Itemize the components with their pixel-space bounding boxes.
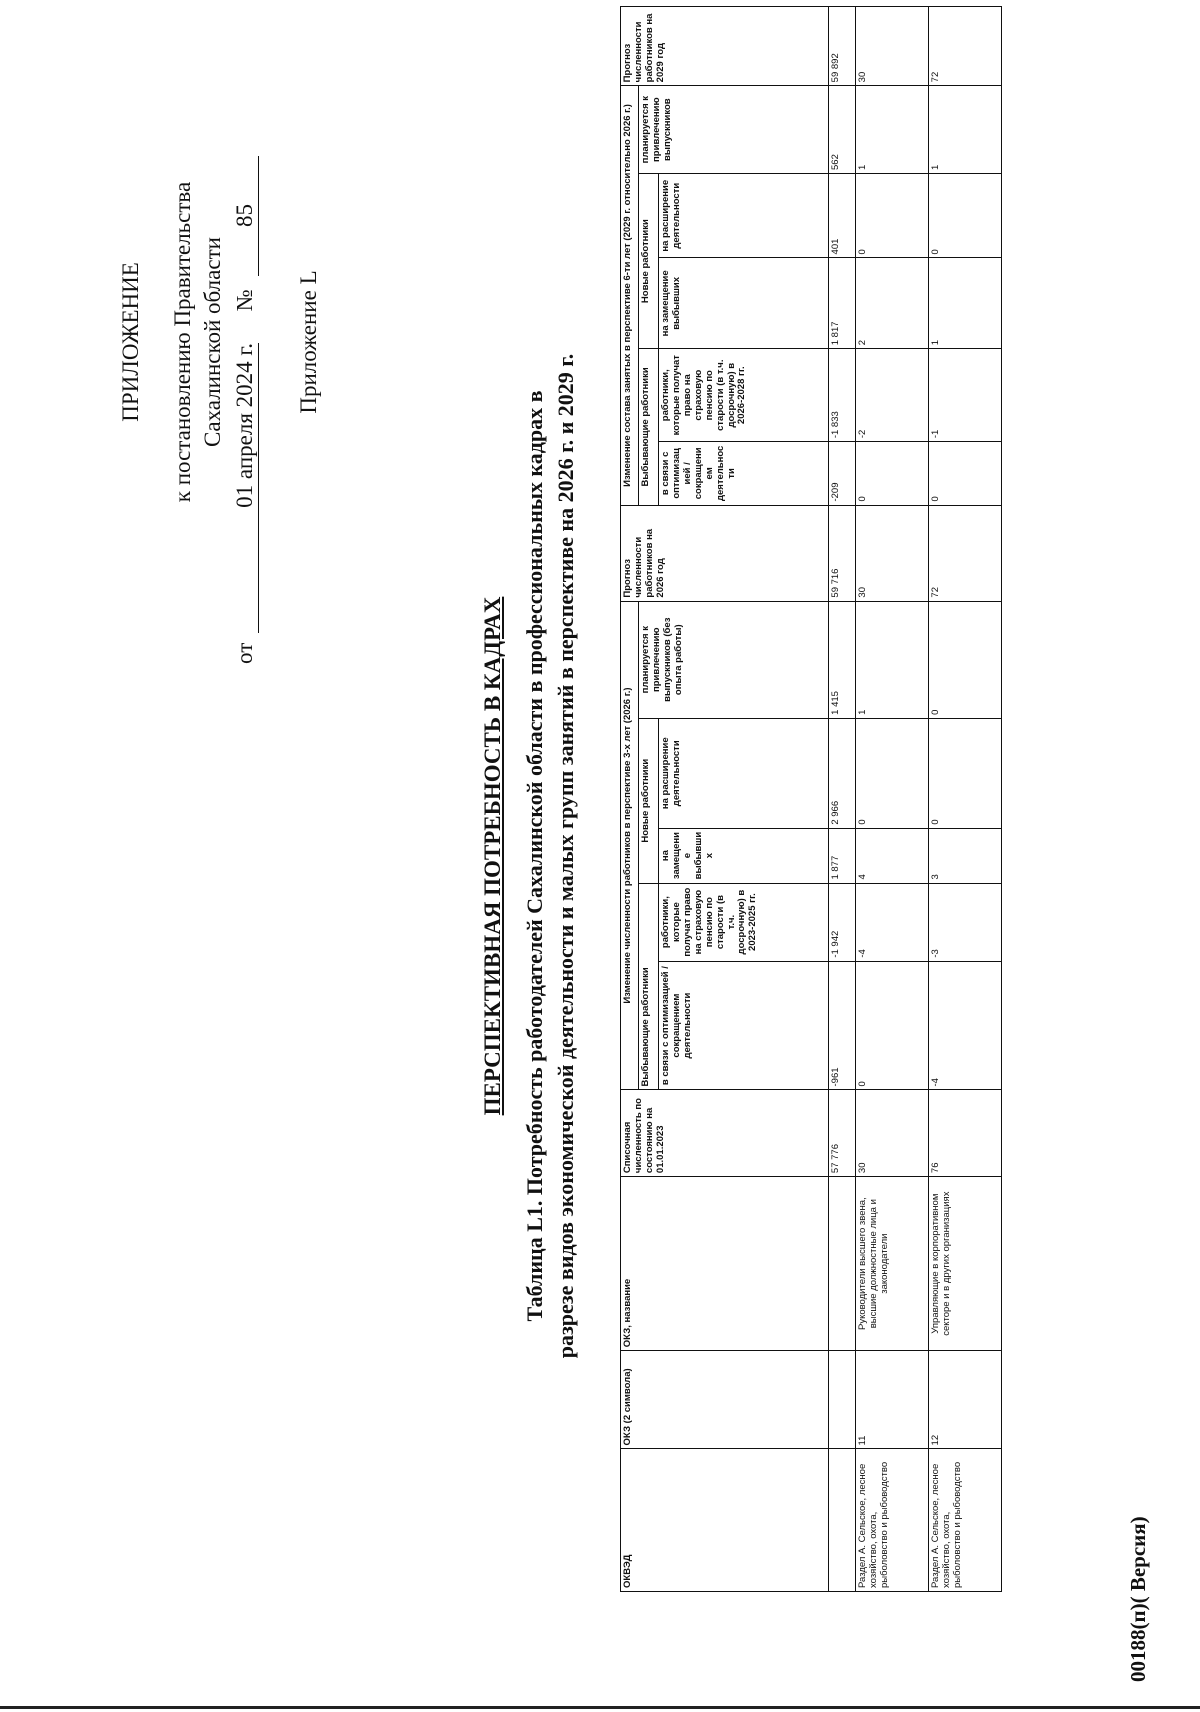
- header-new-expand-2026: на расширение деятельности: [659, 718, 829, 828]
- header-headcount: Списочная численность по состоянию на 01.01.2023: [621, 1090, 829, 1177]
- okved-cell: Раздел А. Сельское, лесное хозяйство, охота, рыболовство и рыбоводство: [929, 1449, 1002, 1592]
- header-plan-grads-2029: планируется к привлечению выпускников: [639, 86, 829, 174]
- decree-date: 01 апреля 2024 г.: [232, 343, 259, 633]
- value-cell: 30: [856, 1090, 929, 1177]
- value-cell: -3: [929, 883, 1002, 961]
- okz-code-cell: 11: [856, 1351, 929, 1449]
- totals-cell: -1 942: [829, 883, 856, 961]
- table-title-line-2: разрезе видов экономической деятельности и малых групп занятий в перспективе на 2026 г. и 2029 г.: [553, 353, 578, 1359]
- header-new-replace-2029: на замещение выбывших: [659, 258, 829, 349]
- workforce-table: [620, 6, 1002, 1592]
- value-cell: 4: [856, 828, 929, 883]
- header-forecast-2029: Прогноз численности работников на 2029 год: [621, 7, 829, 86]
- header-new-workers-2029: Новые работники: [639, 174, 659, 349]
- header-retiring-2026: Выбывающие работники: [639, 883, 659, 1090]
- number-sign: №: [232, 289, 257, 312]
- header-new-expand-2029: на расширение деятельности: [659, 174, 829, 258]
- okz-name-cell: Управляющие в корпоративном секторе и в других организациях: [929, 1177, 1002, 1351]
- header-ret-pension-2029: работники, которые получат право на страховую пенсию по старости (в т.ч. досрочную) в 2026-2028 гг.: [659, 349, 829, 442]
- value-cell: 0: [856, 718, 929, 828]
- header-okved: ОКВЭД: [621, 1449, 829, 1592]
- totals-cell: 59 892: [829, 7, 856, 86]
- okz-name-cell: Руководители высшего звена, высшие должностные лица и законодатели: [856, 1177, 929, 1351]
- totals-cell: 2 966: [829, 718, 856, 828]
- okved-cell: Раздел А. Сельское, лесное хозяйство, охота, рыболовство и рыбоводство: [856, 1449, 929, 1592]
- value-cell: 0: [929, 174, 1002, 258]
- value-cell: 30: [856, 505, 929, 601]
- totals-cell: 1 415: [829, 601, 856, 718]
- appendix-label: ПРИЛОЖЕНИЕ: [118, 262, 143, 422]
- totals-cell: 57 776: [829, 1090, 856, 1177]
- header-ret-opt-2029: в связи с оптимизацией / сокращением деятельности: [659, 442, 829, 505]
- okz-code-cell: 12: [929, 1351, 1002, 1449]
- document-footer-code: 00188(п)( Версия): [1126, 1516, 1150, 1682]
- header-okz-name: ОКЗ, название: [621, 1177, 829, 1351]
- decree-date-line: [232, 44, 259, 664]
- value-cell: 0: [856, 961, 929, 1090]
- header-new-workers-2026: Новые работники: [639, 718, 659, 883]
- value-cell: -4: [856, 883, 929, 961]
- value-cell: 0: [929, 442, 1002, 505]
- totals-cell: 562: [829, 86, 856, 174]
- totals-cell: 401: [829, 174, 856, 258]
- table-row: [856, 7, 929, 1592]
- value-cell: 30: [856, 7, 929, 86]
- totals-cell: 59 716: [829, 505, 856, 601]
- totals-okz-cell: [829, 1351, 856, 1449]
- value-cell: 72: [929, 7, 1002, 86]
- value-cell: -1: [929, 349, 1002, 442]
- header-forecast-2026: Прогноз численности работников на 2026 год: [621, 505, 829, 601]
- header-okz-code: ОКЗ (2 символа): [621, 1351, 829, 1449]
- totals-okved-cell: [829, 1449, 856, 1592]
- value-cell: 1: [856, 601, 929, 718]
- value-cell: 76: [929, 1090, 1002, 1177]
- value-cell: 3: [929, 828, 1002, 883]
- date-prefix: от: [232, 642, 257, 664]
- totals-cell: -209: [829, 442, 856, 505]
- header-new-replace-2026: на замещение выбывших: [659, 828, 829, 883]
- document-title: ПЕРСПЕКТИВНАЯ ПОТРЕБНОСТЬ В КАДРАХ: [480, 596, 505, 1116]
- value-cell: 1: [856, 86, 929, 174]
- header-retiring-2029: Выбывающие работники: [639, 349, 659, 505]
- totals-row: [829, 7, 856, 1592]
- decree-number: 85: [232, 156, 259, 276]
- value-cell: 1: [929, 258, 1002, 349]
- value-cell: 1: [929, 86, 1002, 174]
- totals-cell: 1 877: [829, 828, 856, 883]
- totals-cell: 1 817: [829, 258, 856, 349]
- annex-label: Приложение L: [296, 270, 321, 414]
- value-cell: 0: [929, 601, 1002, 718]
- value-cell: 2: [856, 258, 929, 349]
- header-plan-grads-2026: планируется к привлечению выпускников (без опыта работы): [639, 601, 829, 718]
- decree-line-2: Сахалинской области: [200, 237, 225, 447]
- value-cell: 0: [856, 174, 929, 258]
- value-cell: 0: [856, 442, 929, 505]
- totals-cell: -1 833: [829, 349, 856, 442]
- value-cell: -2: [856, 349, 929, 442]
- header-group-2026: Изменение численности работников в перспективе 3-х лет (2026 г.): [621, 601, 639, 1090]
- totals-cell: -961: [829, 961, 856, 1090]
- totals-name-cell: [829, 1177, 856, 1351]
- value-cell: 0: [929, 718, 1002, 828]
- header-ret-opt-2026: в связи с оптимизацией / сокращением деятельности: [659, 961, 829, 1090]
- table-title-line-1: Таблица L1. Потребность работодателей Сахалинской области в профессиональных кадрах в: [522, 390, 547, 1322]
- header-ret-pension-2026: работники, которые получат право на страховую пенсию по старости (в т.ч. досрочную) в 2023-2025 гг.: [659, 883, 829, 961]
- table-row: [929, 7, 1002, 1592]
- header-group-2029: Изменение состава занятых в перспективе 6-ти лет (2029 г. относительно 2026 г.): [621, 86, 639, 505]
- value-cell: -4: [929, 961, 1002, 1090]
- value-cell: 72: [929, 505, 1002, 601]
- table-container: [620, 6, 1002, 1592]
- decree-line-1: к постановлению Правительства: [170, 181, 195, 503]
